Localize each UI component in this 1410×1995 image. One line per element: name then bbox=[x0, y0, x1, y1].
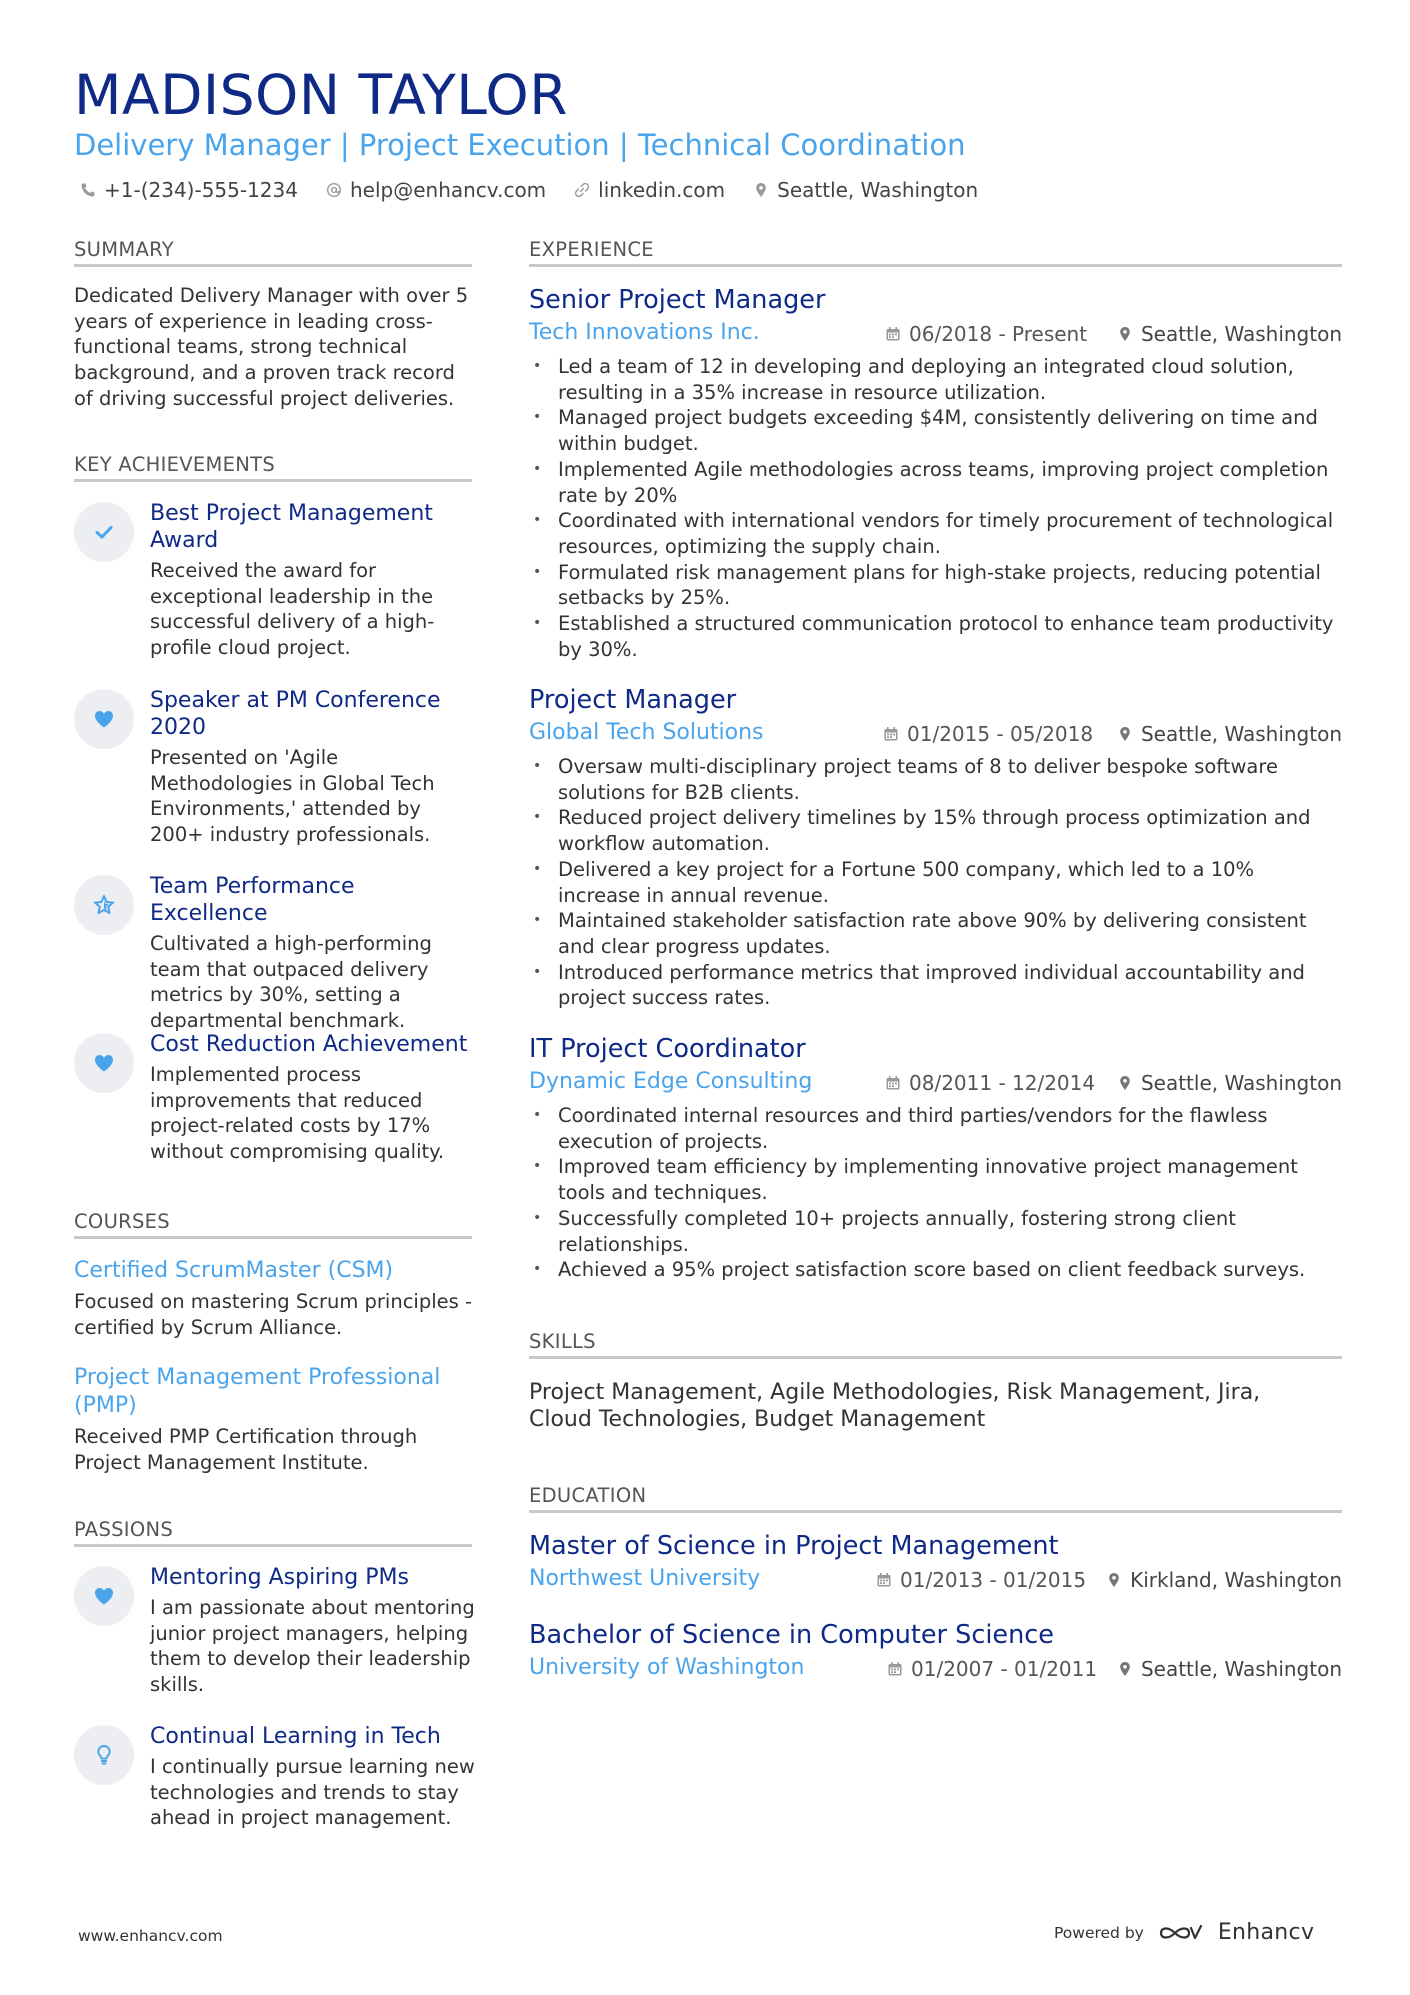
job-location bbox=[1117, 722, 1342, 746]
job-dates-text: 01/2015 - 05/2018 bbox=[907, 722, 1094, 746]
heart-icon bbox=[74, 1033, 134, 1093]
passion-title: Mentoring Aspiring PMs bbox=[150, 1565, 409, 1590]
job-bullet: • Formulated risk management plans for high-stake projects, reducing potential setbacks by 25%. bbox=[529, 560, 1342, 611]
job-bullets bbox=[529, 1103, 1342, 1283]
headline: Delivery Manager | Project Execution | Technical Coordination bbox=[74, 128, 966, 162]
job-bullet: • Coordinated with international vendors for timely procurement of technological resources, optimizing the supply chain. bbox=[529, 508, 1342, 559]
job-location-text: Seattle, Washington bbox=[1140, 322, 1342, 346]
job-location-text: Seattle, Washington bbox=[1140, 722, 1342, 746]
location-text: Seattle, Washington bbox=[777, 178, 979, 202]
job-dates bbox=[885, 1071, 1095, 1095]
map-pin-icon bbox=[1117, 1661, 1133, 1677]
job-bullet: • Established a structured communication protocol to enhance team productivity by 30%. bbox=[529, 611, 1342, 662]
calendar-icon bbox=[876, 1572, 892, 1588]
contact-email[interactable] bbox=[326, 178, 546, 202]
passion-desc: I am passionate about mentoring junior project managers, helping them to develop their leadership skills. bbox=[150, 1596, 475, 1697]
calendar-icon bbox=[885, 326, 901, 342]
course-item bbox=[74, 1364, 454, 1475]
passions-divider bbox=[74, 1544, 472, 1547]
footer-branding bbox=[1054, 1920, 1314, 1945]
education-dates bbox=[887, 1657, 1097, 1681]
map-pin-icon bbox=[1117, 1075, 1133, 1091]
link-icon bbox=[574, 182, 590, 198]
course-item bbox=[74, 1257, 474, 1340]
footer-website[interactable]: www.enhancv.com bbox=[78, 1927, 223, 1945]
linkedin-text: linkedin.com bbox=[598, 178, 726, 202]
job-entry bbox=[529, 1033, 1342, 1283]
skills-heading: SKILLS bbox=[529, 1330, 596, 1353]
passions-heading: PASSIONS bbox=[74, 1518, 174, 1541]
education-entry bbox=[529, 1530, 1342, 1598]
job-bullets bbox=[529, 354, 1342, 662]
job-location bbox=[1117, 322, 1342, 346]
star-icon bbox=[74, 875, 134, 935]
brand-name[interactable]: Enhancv bbox=[1217, 1920, 1315, 1945]
skills-text: Project Management, Agile Methodologies, Risk Management, Jira, Cloud Technologies, Budget Management bbox=[529, 1380, 1261, 1432]
lightbulb-icon bbox=[74, 1725, 134, 1785]
contact-bar bbox=[80, 178, 978, 202]
contact-phone bbox=[80, 178, 298, 202]
education-degree: Master of Science in Project Management bbox=[529, 1531, 1059, 1561]
course-desc: Focused on mastering Scrum principles - certified by Scrum Alliance. bbox=[74, 1290, 473, 1339]
map-pin-icon bbox=[1106, 1572, 1122, 1588]
course-desc: Received PMP Certification through Project Management Institute. bbox=[74, 1425, 418, 1474]
job-location bbox=[1117, 1071, 1342, 1095]
map-pin-icon bbox=[1117, 326, 1133, 342]
achievement-desc: Received the award for exceptional leadership in the successful delivery of a high-profile cloud project. bbox=[150, 559, 435, 660]
education-location-text: Kirkland, Washington bbox=[1130, 1568, 1342, 1592]
contact-location bbox=[753, 178, 978, 202]
job-bullet: • Achieved a 95% project satisfaction score based on client feedback surveys. bbox=[529, 1257, 1342, 1283]
job-entry bbox=[529, 284, 1342, 662]
job-bullet: • Coordinated internal resources and third parties/vendors for the flawless execution of projects. bbox=[529, 1103, 1342, 1154]
job-role: Senior Project Manager bbox=[529, 285, 826, 315]
map-pin-icon bbox=[753, 182, 769, 198]
check-icon bbox=[74, 502, 134, 562]
course-title: Certified ScrumMaster (CSM) bbox=[74, 1258, 394, 1283]
job-dates bbox=[885, 322, 1087, 346]
contact-linkedin[interactable] bbox=[574, 178, 725, 202]
calendar-icon bbox=[887, 1661, 903, 1677]
job-dates-text: 08/2011 - 12/2014 bbox=[909, 1071, 1096, 1095]
education-dates-text: 01/2013 - 01/2015 bbox=[900, 1568, 1087, 1592]
calendar-icon bbox=[885, 1075, 901, 1091]
job-bullet: • Successfully completed 10+ projects annually, fostering strong client relationships. bbox=[529, 1206, 1342, 1257]
summary-divider bbox=[74, 264, 472, 267]
achievements-divider bbox=[74, 479, 472, 482]
education-divider bbox=[529, 1510, 1342, 1513]
job-role: Project Manager bbox=[529, 685, 737, 715]
job-bullet: • Improved team efficiency by implementing innovative project management tools and techniques. bbox=[529, 1154, 1342, 1205]
courses-heading: COURSES bbox=[74, 1210, 170, 1233]
achievement-title: Team Performance Excellence bbox=[150, 874, 355, 926]
education-heading: EDUCATION bbox=[529, 1484, 647, 1507]
passion-desc: I continually pursue learning new technologies and trends to stay ahead in project management. bbox=[150, 1755, 475, 1830]
summary-text: Dedicated Delivery Manager with over 5 years of experience in leading cross-functional teams, strong technical background, and a proven track record of driving successful project deliveries. bbox=[74, 284, 469, 410]
enhancv-logo-icon bbox=[1158, 1922, 1204, 1944]
job-role: IT Project Coordinator bbox=[529, 1034, 806, 1064]
summary-heading: SUMMARY bbox=[74, 238, 174, 261]
achievement-title: Best Project Management Award bbox=[150, 501, 433, 553]
phone-icon bbox=[80, 182, 96, 198]
job-company: Tech Innovations Inc. bbox=[529, 320, 760, 345]
achievement-desc: Cultivated a high-performing team that outpaced delivery metrics by 30%, setting a departmental benchmark. bbox=[150, 932, 432, 1033]
education-location bbox=[1117, 1657, 1342, 1681]
job-company: Global Tech Solutions bbox=[529, 720, 764, 745]
education-dates-text: 01/2007 - 01/2011 bbox=[911, 1657, 1098, 1681]
achievement-desc: Presented on 'Agile Methodologies in Global Tech Environments,' attended by 200+ industry professionals. bbox=[150, 746, 435, 847]
education-school: University of Washington bbox=[529, 1655, 805, 1680]
at-icon bbox=[326, 182, 342, 198]
email-text: help@enhancv.com bbox=[349, 178, 547, 202]
education-school: Northwest University bbox=[529, 1566, 761, 1591]
education-location-text: Seattle, Washington bbox=[1140, 1657, 1342, 1681]
courses-divider bbox=[74, 1236, 472, 1239]
candidate-name: MADISON TAYLOR bbox=[74, 63, 568, 127]
experience-divider bbox=[529, 264, 1342, 267]
job-bullet: • Introduced performance metrics that improved individual accountability and project success rates. bbox=[529, 960, 1342, 1011]
job-bullet: • Implemented Agile methodologies across teams, improving project completion rate by 20% bbox=[529, 457, 1342, 508]
achievement-desc: Implemented process improvements that reduced project-related costs by 17% without compromising quality. bbox=[150, 1063, 445, 1164]
experience-heading: EXPERIENCE bbox=[529, 238, 654, 261]
skills-divider bbox=[529, 1356, 1342, 1359]
heart-icon bbox=[74, 689, 134, 749]
calendar-icon bbox=[883, 726, 899, 742]
education-dates bbox=[876, 1568, 1086, 1592]
job-location-text: Seattle, Washington bbox=[1140, 1071, 1342, 1095]
phone-text: +1-(234)-555-1234 bbox=[104, 178, 298, 202]
job-dates bbox=[883, 722, 1093, 746]
job-bullets bbox=[529, 754, 1342, 1011]
job-bullet: • Delivered a key project for a Fortune 500 company, which led to a 10% increase in annual revenue. bbox=[529, 857, 1342, 908]
job-bullet: • Oversaw multi-disciplinary project teams of 8 to deliver bespoke software solutions for B2B clients. bbox=[529, 754, 1342, 805]
powered-by-label: Powered by bbox=[1054, 1923, 1144, 1942]
job-dates-text: 06/2018 - Present bbox=[909, 322, 1088, 346]
heart-icon bbox=[74, 1566, 134, 1626]
job-bullet: • Led a team of 12 in developing and deploying an integrated cloud solution, resulting in a 35% increase in resource utilization. bbox=[529, 354, 1342, 405]
education-entry bbox=[529, 1619, 1342, 1687]
job-bullet: • Reduced project delivery timelines by 15% through process optimization and workflow automation. bbox=[529, 805, 1342, 856]
achievements-heading: KEY ACHIEVEMENTS bbox=[74, 453, 276, 476]
education-location bbox=[1106, 1568, 1342, 1592]
achievement-title: Speaker at PM Conference 2020 bbox=[150, 688, 441, 740]
achievement-title: Cost Reduction Achievement bbox=[150, 1032, 468, 1057]
education-degree: Bachelor of Science in Computer Science bbox=[529, 1620, 1054, 1650]
job-bullet: • Maintained stakeholder satisfaction rate above 90% by delivering consistent and clear progress updates. bbox=[529, 908, 1342, 959]
job-bullet: • Managed project budgets exceeding $4M, consistently delivering on time and within budget. bbox=[529, 405, 1342, 456]
job-entry bbox=[529, 684, 1342, 1011]
passion-title: Continual Learning in Tech bbox=[150, 1724, 441, 1749]
job-company: Dynamic Edge Consulting bbox=[529, 1069, 813, 1094]
course-title: Project Management Professional (PMP) bbox=[74, 1365, 441, 1418]
map-pin-icon bbox=[1117, 726, 1133, 742]
